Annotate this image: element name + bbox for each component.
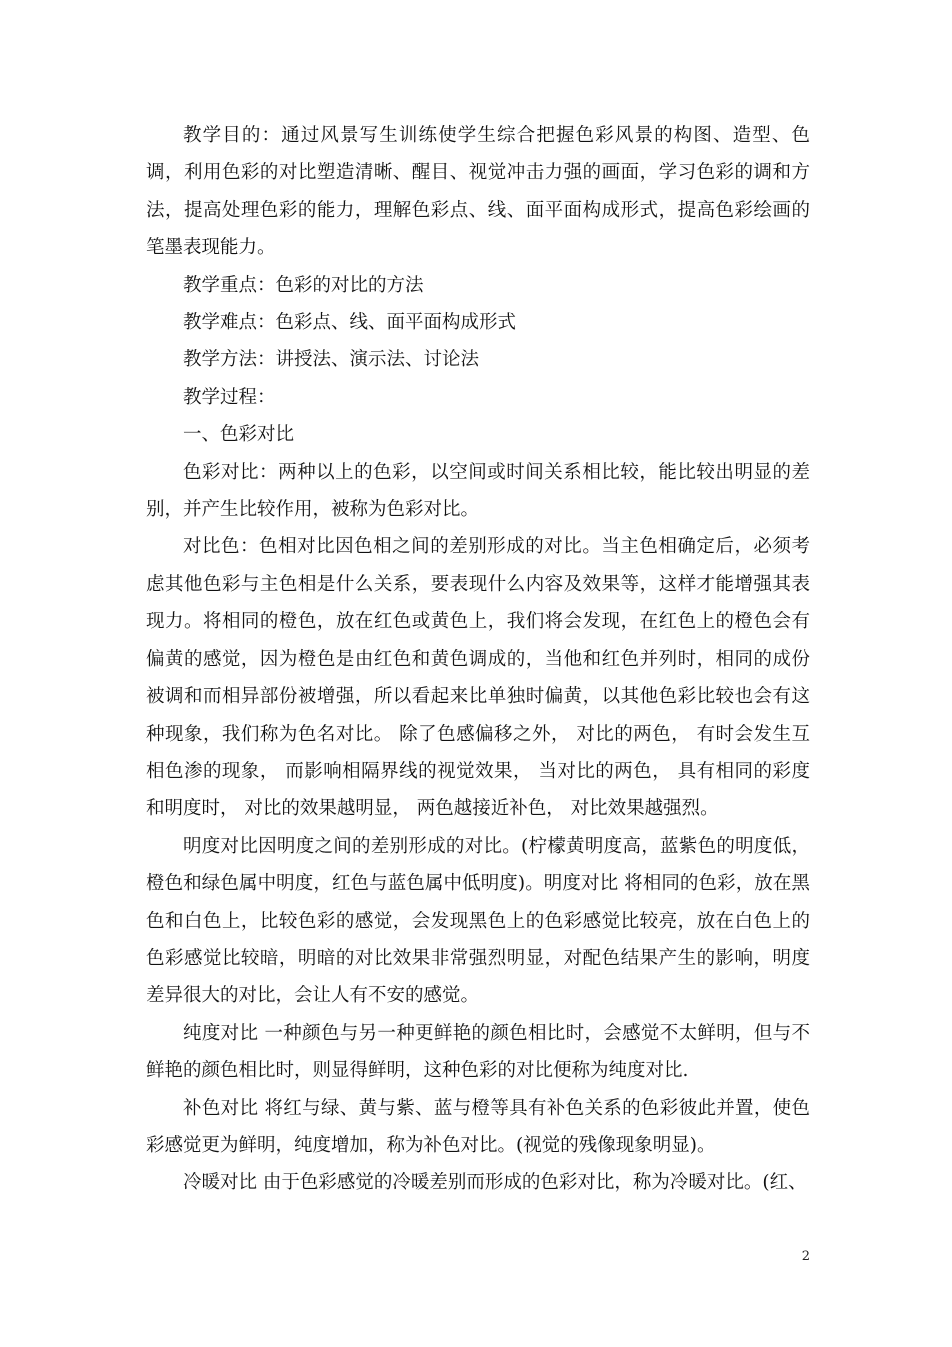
paragraph-saturation-contrast: 纯度对比 一种颜色与另一种更鲜艳的颜色相比时，会感觉不太鲜明，但与不鲜艳的颜色相比时，则显得鲜明，这种色彩的对比便称为纯度对比. <box>146 1022 810 1082</box>
section-heading-color-contrast: 一、色彩对比 <box>183 424 295 446</box>
paragraph-warm-cool-contrast: 冷暖对比 由于色彩感觉的冷暖差别而形成的色彩对比，称为冷暖对比。(红、 <box>183 1172 807 1194</box>
paragraph-method: 教学方法：讲授法、演示法、讨论法 <box>183 349 480 371</box>
paragraph-teaching-goal: 教学目的：通过风景写生训练使学生综合把握色彩风景的构图、造型、色调，利用色彩的对比塑造清晰、醒目、视觉冲击力强的画面，学习色彩的调和方法，提高处理色彩的能力，理解色彩点、线、面平面构成形式，提高色彩绘画的笔墨表现能力。 <box>146 125 810 259</box>
document-body <box>146 117 810 1202</box>
paragraph-complementary-contrast: 补色对比 将红与绿、黄与紫、蓝与橙等具有补色关系的色彩彼此并置，使色彩感觉更为鲜明，纯度增加，称为补色对比。(视觉的残像现象明显)。 <box>146 1097 810 1156</box>
paragraph-difficulty: 教学难点：色彩点、线、面平面构成形式 <box>183 312 517 334</box>
paragraph-value-contrast: 明度对比因明度之间的差别形成的对比。(柠檬黄明度高，蓝紫色的明度低，橙色和绿色属中明度，红色与蓝色属中低明度)。明度对比 将相同的色彩，放在黑色和白色上，比较色彩的感觉，会发现黑色上的色彩感觉比较亮，放在白色上的色彩感觉比较暗，明暗的对比效果非常强烈明显，对配色结果产生的影响，明度差异很大的对比，会让人有不安的感觉。 <box>146 835 810 1007</box>
page-number: 2 <box>801 1249 810 1264</box>
paragraph-color-contrast-definition: 色彩对比：两种以上的色彩，以空间或时间关系相比较，能比较出明显的差别，并产生比较作用，被称为色彩对比。 <box>146 461 810 521</box>
paragraph-key-point: 教学重点：色彩的对比的方法 <box>183 274 424 296</box>
paragraph-hue-contrast: 对比色：色相对比因色相之间的差别形成的对比。当主色相确定后，必须考虑其他色彩与主色相是什么关系，要表现什么内容及效果等，这样才能增强其表现力。将相同的橙色，放在红色或黄色上，我们将会发现，在红色上的橙色会有偏黄的感觉，因为橙色是由红色和黄色调成的，当他和红色并列时，相同的成份被调和而相异部份被增强，所以看起来比单独时偏黄，以其他色彩比较也会有这种现象，我们称为色名对比。 除了色感偏移之外， 对比的两色， 有时会发生互相色渗的现象， 而影响相隔界线的视觉效果， 当对比的两色， 具有相同的彩度和明度时， 对比的效果越明显， 两色越接近补色， 对比效果越强烈。 <box>146 536 810 820</box>
paragraph-process: 教学过程： <box>183 386 276 408</box>
